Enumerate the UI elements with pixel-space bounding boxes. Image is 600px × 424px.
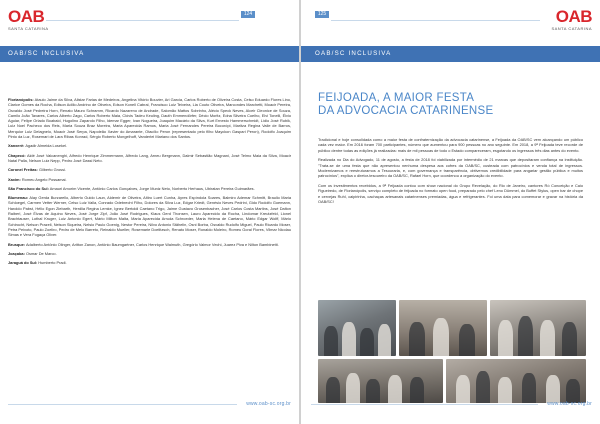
honoree-names: Adalberto Antônio Olinger, Aritton Zanon, Antônio Baumgartner, Carlos Henrique Walmuth, Gregório Valmor Vechi, Juarez Piva e Nilton Bambinetti. bbox=[25, 241, 279, 247]
section-band bbox=[0, 46, 299, 62]
city-label: Joaçaba: bbox=[8, 250, 25, 256]
header-rule bbox=[331, 20, 540, 21]
city-label: Jaraguá do Sul: bbox=[8, 260, 38, 266]
section-band bbox=[301, 46, 600, 62]
page-number: 124 bbox=[241, 11, 255, 18]
honoree-paragraph bbox=[8, 242, 291, 247]
honoree-names: Alay Gerda Burzarello, Alberto Guido Laun, Aldemir de Oliveira, Altiro Luert Cunha, Ayres Espíndola Soares, Balmiro Ademar Schmitt, Braulio Maria Schloegel, Carmen Vetter Werner, Celso Luiz Valla, Conrado Odebrecht Filho, Dolores da Silva Luz, Edgar Kriedt, Genésio Neves Pedrini, Gido Rodolfo Goemann, Haroldo Pabst, Hélio Egon Ziebarth, Herdlia Regina Lemke, Ignez Bertoldi Caetano Trigo, Jaime Gustavo Grosenbacher, José Carlos Costa Martins, José Dalton Raiberl, José Élvas de Aquino Neves, José Jorge Zipf, João José Rodrigues, Klaus Gerd Thonsen, Lauro Aparecido da Rocha, Lindomar Kreutzfeld, Lionel Brachtauser, Lothal Kruger, Luiz Antonio Egert, Mário Milton Malta, Maria Aparecida Arruda Schroeder, Maria Helena de Caetano, Mário Edgar Wolff, Mário Schirocht, Nelson Prazeli, Nelson Siqueira, Nelsio Paulo Goenig, Nestor Pereira, Nilvo Antonio Stähelin, Osni Borba, Osvaldo Rudolfo Miguel, Paulo Ricardo Moser, Petra Peixoto, Paulo Zoeliro, Pedro de Melo Barreto, Reinaldo Mueller, Rosemarie Doelitzsch, Renato Moser, Ronaldo Moleiro, Romeu Goral Flores, Vilmar Nicolau Simas e Vera Fogaça Oliver. bbox=[8, 195, 291, 238]
city-label: Xaxim: bbox=[8, 176, 21, 182]
honoree-paragraph bbox=[8, 260, 291, 265]
city-label: Brusque: bbox=[8, 241, 26, 247]
footer-url[interactable]: www.oab-sc.org.br bbox=[547, 401, 592, 407]
footer-url[interactable]: www.oab-sc.org.br bbox=[246, 401, 291, 407]
honoree-names: Agadir Almeida Losekel. bbox=[25, 143, 68, 149]
footer-rule bbox=[8, 404, 237, 405]
photo-guests bbox=[490, 300, 586, 356]
photo-show bbox=[318, 359, 443, 403]
article-title bbox=[318, 92, 493, 118]
city-label: Coronel Freitas: bbox=[8, 167, 38, 173]
honoree-paragraph bbox=[8, 97, 291, 139]
honoree-paragraph bbox=[8, 195, 291, 237]
left-page bbox=[0, 0, 299, 424]
honoree-paragraph bbox=[8, 186, 291, 191]
city-label: Chapecó: bbox=[8, 152, 26, 158]
section-label: OAB/SC INCLUSIVA bbox=[8, 50, 85, 57]
logo-subtitle: SANTA CATARINA bbox=[8, 26, 49, 31]
honoree-names: Osmar De Marco. bbox=[25, 250, 57, 256]
logo-mark: OAB bbox=[555, 7, 592, 26]
honoree-names: Amauri Amorim Vicente, Antônio Carlos Gonçalves, Jorge Muniz Neto, Norberto Herhaus, Ubiratan Pereira Guimarães. bbox=[49, 185, 255, 191]
right-page bbox=[301, 0, 600, 424]
photo-audience bbox=[446, 359, 586, 403]
footer-rule bbox=[311, 404, 538, 405]
article-paragraph: Realizada no Dia do Advogado, 11 de agosto, a festa de 2018 foi viabilizada por intermédio de 21 marcas que depositaram confiança na instituição. "Trata-se de uma festa que não apresentou nenhuma despesa aos cofres da OAB/SC, custeada com patrocínios e venda total de ingressos. Modernizamos e reestruturamos a Tesouraria, e, com governança e transparência, obtivemos credibilidade para angariar gestão pública e muitos patrocínios", explica o diretor-tesoureiro da OAB/SC, Rafael Horn, que coordenou a organização do evento. bbox=[318, 157, 583, 179]
honoree-names: Gilberto Grossi. bbox=[38, 167, 66, 173]
title-line: DA ADVOCACIA CATARINENSE bbox=[318, 105, 494, 117]
photo-stage bbox=[399, 300, 487, 356]
logo-mark: OAB bbox=[8, 7, 45, 26]
honoree-names: Humberto Pradi. bbox=[38, 260, 67, 266]
honoree-paragraph bbox=[8, 167, 291, 172]
honoree-paragraph bbox=[8, 177, 291, 182]
honoree-names: Ataulo Jaime da Silva, Alistar Farias de Medeiros, Angelina Vitório Bouvier, Ari Garcia, Carlos Roberto de Oliveira Costa, Celso Eduardo Flores Lino, Clarice Gomes da Rocha, Edison Adílio Andrino de Oliveira, Edson Konell Cabral, Francisco Luiz Teixeira, Lia Couto Oliveira, Marcondes Marchetti, Moacir Pereira, Osvaldo José Pedreira Horn, Renato Mauro Schramm, Ricardo Nazareno de Andrade, Salomão Mattos Sobrinho, Alécio Speck Neves, Alceir Cleonice de Souza, Camilo João Tavares, Carlos Alberto Zago, Carlos Roberto Maia, Clóvis Tadeu Keuling, Dauth Emmendörfer, Décio Moritz, Edna Silveira Coelho, Elvi Tonelli, Élvio Aguiar, Felipe Orlado Boabaid, Hugolino Zaparolo Filho, Idemar Egger, Ivan Nogueira, Joaquim Macário da Silva, Kurt Ernesto Hammerschmidt, Lídio José Rubik, Luiz Noel Pacheco dos Reis, Maria Souza Braz Moreira, Maria Aparecida Ramos, Maria José Fernandes Pereira Bocorópi, Maritza Regina Valle de Barros, Merquior Luiz Delagnelo, Moacir José Serpa, Napoleão Xavier do Amarante, Otacílio Peron (representado pelo filho Mayckon Gaspari Peron), Rodolfo Joaquim Pinto da Luz, Rosemari de Lara Ribas Konrad, Sérgio Roberto Mongelhoff, Vanderlei Mariano dos Santos. bbox=[8, 97, 291, 140]
city-label: Florianópolis: bbox=[8, 97, 34, 102]
honoree-paragraph bbox=[8, 153, 291, 164]
article-paragraph: Com os investimentos recebidos, a 9ª Feijoada contou com show nacional do Grupo Revelação, do Rio de Janeiro, cantores Ró Conceição e Caio Figueiredo, de Florianópolis, serviço completo de feijoada no formato open food, preparado pelo chef Leno Dümmel, do Buffet Stylus, open bar de chope e cervejas Ruhl, caipirinha, cachaças artesanais catarinenses premiadas, água e refrigerantes. Foi uma data para comemorar e gravar na história da OAB/SC! bbox=[318, 182, 583, 205]
city-label: Blumenau: bbox=[8, 195, 29, 201]
honoree-names: Romeu Angelo Possamai. bbox=[21, 176, 67, 182]
page-number: 125 bbox=[315, 11, 329, 18]
city-label: Xanxerê: bbox=[8, 143, 25, 149]
section-label: OAB/SC INCLUSIVA bbox=[315, 50, 392, 57]
city-label: São Francisco do Sul: bbox=[8, 185, 49, 191]
honoree-paragraph bbox=[8, 251, 291, 256]
header-rule bbox=[46, 20, 239, 21]
oab-logo bbox=[551, 8, 592, 31]
photo-crowd bbox=[318, 300, 396, 356]
logo-subtitle: SANTA CATARINA bbox=[551, 26, 592, 31]
honoree-paragraph bbox=[8, 143, 291, 148]
article-paragraph: Tradicional e hoje consolidada como a maior festa de confraternização da advocacia catarinense, a Feijoada da OAB/SC vem alcançando um público cada vez maior. Em 2016 foram 700 participantes, número que aumentou para 900 pessoas no ano seguinte. Em 2018, a 9ª Feijoada teve recorde de público dentre todas as edições já realizadas: mais de mil pessoas de todo o Estado compareceram, esgotando os ingressos três dias antes do evento. bbox=[318, 137, 583, 153]
article-body bbox=[318, 137, 583, 208]
title-line: FEIJOADA, A MAIOR FESTA bbox=[318, 92, 475, 104]
honoree-list bbox=[8, 97, 291, 269]
oab-logo bbox=[8, 8, 49, 31]
honoree-names: Aldé José Valcanenghi, Alfredo Henrique Zimmermann, Alfredo Lang, Arneu Bergmann, Dalmir Sebastião Magnani, José Telmo Maia da Silva, Moacir Natal Palla, Nelson Luiz Nepp, Pedro José Dassi Neto. bbox=[8, 152, 291, 163]
